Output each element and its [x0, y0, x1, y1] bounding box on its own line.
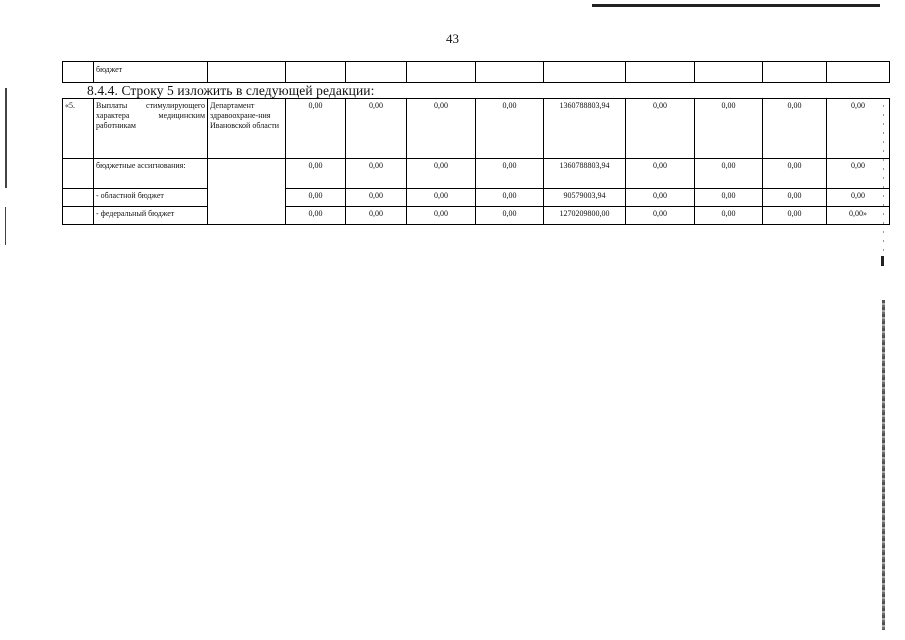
value-cell: 0,00 [476, 207, 544, 225]
row-name: - федеральный бюджет [94, 207, 208, 225]
value-cell: 0,00 [626, 159, 695, 189]
value-cell: 0,00 [827, 99, 890, 159]
value-cell: 0,00 [346, 99, 407, 159]
value-cell: 0,00 [626, 99, 695, 159]
value-cell: 0,00 [286, 207, 346, 225]
value-cell: 0,00 [695, 207, 763, 225]
table-cell [626, 62, 695, 83]
row-name: Выплаты стимулирующего характера медицинским работникам [94, 99, 208, 159]
previous-table-fragment [62, 61, 890, 83]
value-cell: 90579003,94 [544, 189, 626, 207]
value-cell: 0,00 [763, 99, 827, 159]
table-cell [208, 62, 286, 83]
value-cell: 1360788803,94 [544, 99, 626, 159]
value-cell: 0,00 [827, 189, 890, 207]
table-row [63, 62, 890, 83]
value-cell: 0,00 [476, 189, 544, 207]
value-cell: 0,00 [695, 159, 763, 189]
scan-artifact-right-dash [881, 256, 884, 266]
row-name: - областной бюджет [94, 189, 208, 207]
table-cell [286, 62, 346, 83]
value-cell: 0,00 [827, 159, 890, 189]
table-cell [476, 62, 544, 83]
section-heading: 8.4.4. Строку 5 изложить в следующей редакции: [87, 83, 375, 98]
value-cell: 0,00 [407, 99, 476, 159]
department-merged [208, 159, 286, 225]
value-cell: 0,00 [476, 99, 544, 159]
value-cell: 0,00 [695, 99, 763, 159]
value-cell: 0,00 [407, 159, 476, 189]
top-rule [592, 4, 880, 7]
page-number: 43 [446, 31, 459, 46]
row-number [63, 189, 94, 207]
row-number [63, 159, 94, 189]
scan-artifact-left [5, 88, 7, 188]
value-cell: 0,00 [763, 207, 827, 225]
department: Департамент здравоохране-ния Ивановской области [208, 99, 286, 159]
value-cell: 1360788803,94 [544, 159, 626, 189]
budget-table [62, 98, 890, 225]
scan-artifact-right-strip [882, 300, 885, 630]
table-cell [544, 62, 626, 83]
table-row [63, 159, 890, 189]
value-cell: 0,00 [476, 159, 544, 189]
value-cell: 0,00 [286, 189, 346, 207]
scan-artifact-left-lower [5, 207, 6, 245]
table-cell [763, 62, 827, 83]
value-cell: 0,00» [827, 207, 890, 225]
value-cell: 0,00 [286, 99, 346, 159]
row-name: бюджетные ассигнования: [94, 159, 208, 189]
row-number: «5. [63, 99, 94, 159]
table-cell [346, 62, 407, 83]
table-row [63, 99, 890, 159]
value-cell: 0,00 [346, 159, 407, 189]
value-cell: 0,00 [407, 207, 476, 225]
value-cell: 0,00 [626, 207, 695, 225]
table-row [63, 207, 890, 225]
value-cell: 0,00 [407, 189, 476, 207]
value-cell: 0,00 [346, 189, 407, 207]
value-cell: 0,00 [286, 159, 346, 189]
value-cell: 0,00 [695, 189, 763, 207]
table-cell [827, 62, 890, 83]
table-row [63, 189, 890, 207]
value-cell: 0,00 [763, 159, 827, 189]
value-cell: 0,00 [626, 189, 695, 207]
value-cell: 1270209800,00 [544, 207, 626, 225]
table-cell [63, 62, 94, 83]
value-cell: 0,00 [346, 207, 407, 225]
row-number [63, 207, 94, 225]
budget-label: бюджет [94, 62, 208, 83]
table-cell [407, 62, 476, 83]
value-cell: 0,00 [763, 189, 827, 207]
table-cell [695, 62, 763, 83]
